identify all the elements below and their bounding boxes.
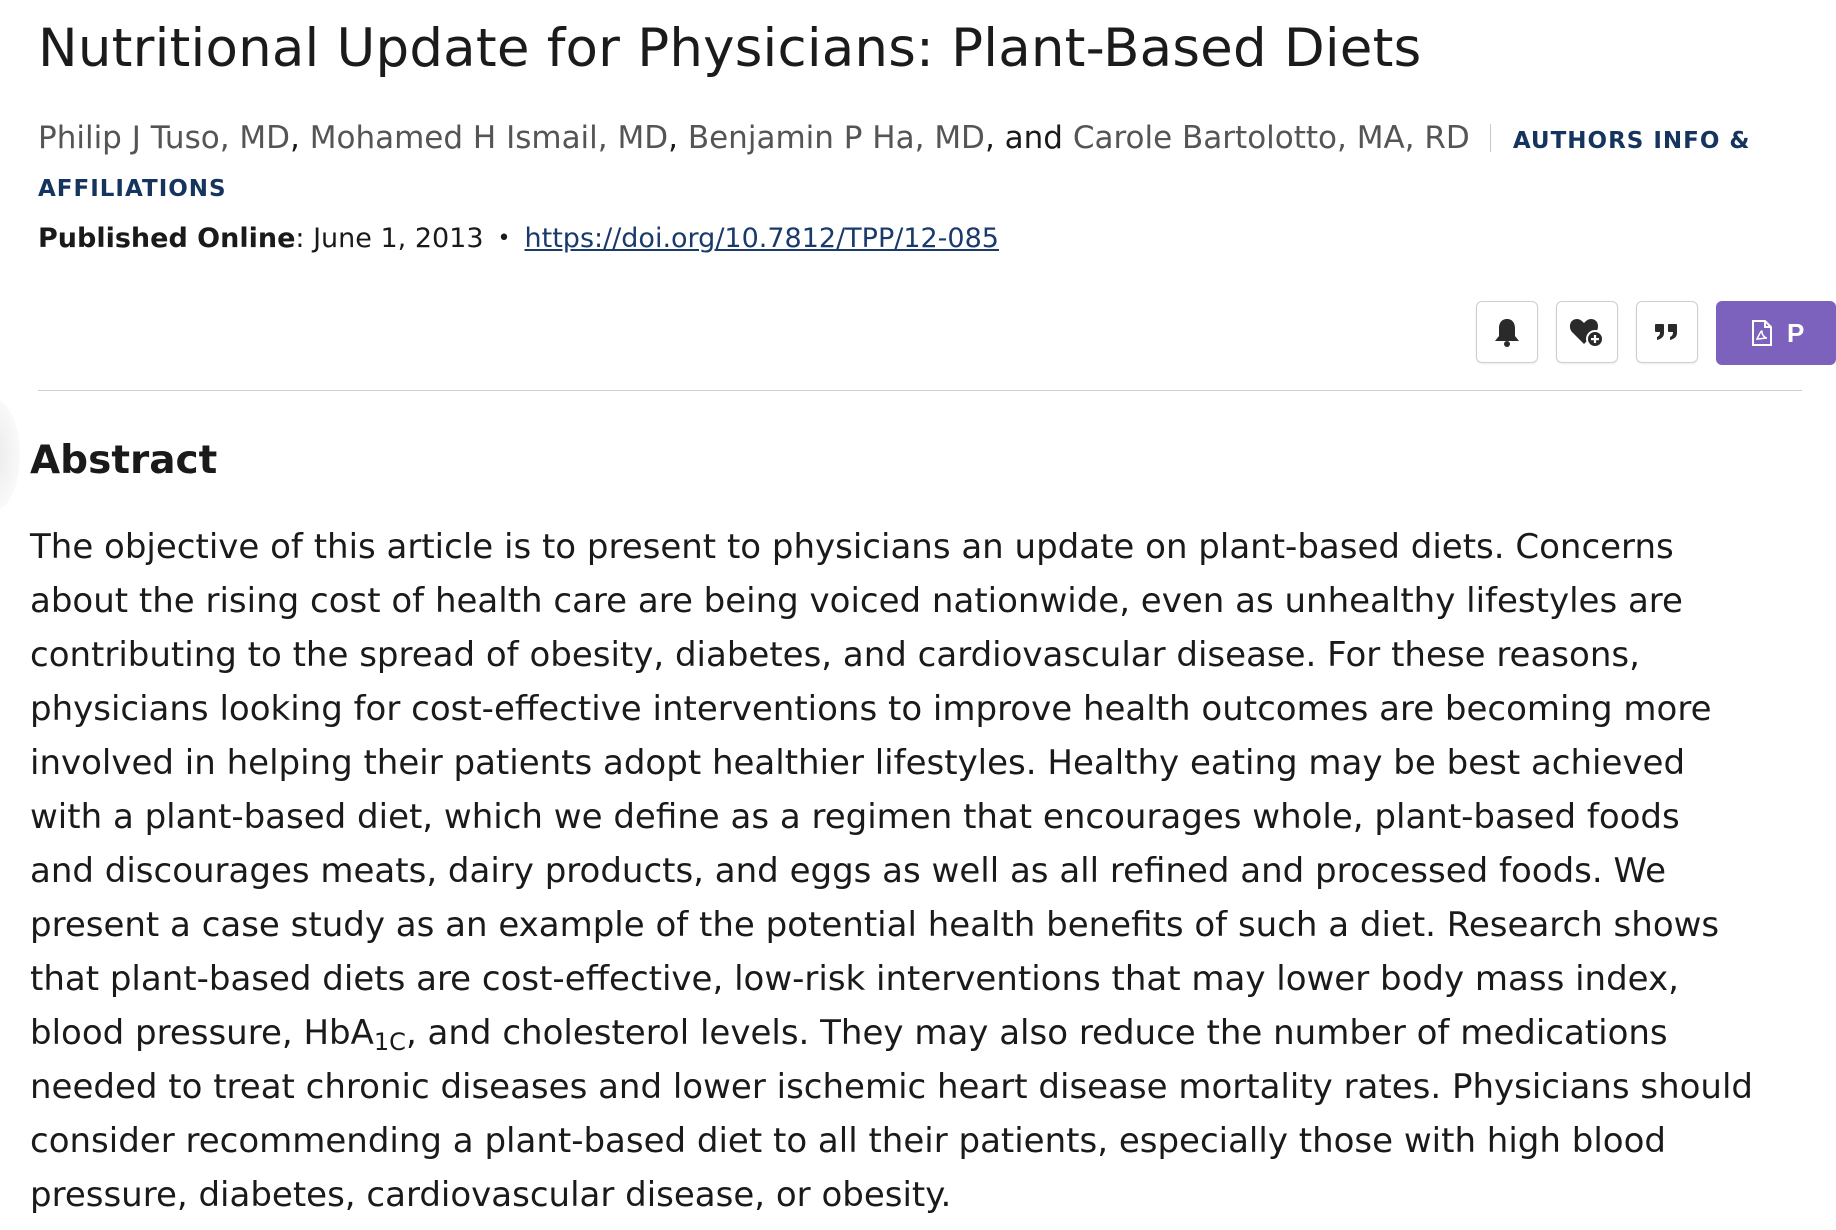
author-list [38, 116, 1768, 212]
affiliations-label-line1: AUTHORS INFO & [1512, 128, 1751, 154]
published-colon: : [295, 223, 314, 254]
abstract-line-part: , and cholesterol levels. They may also reduce the number of medications [405, 1013, 1668, 1053]
abstract-line: present a case study as an example of the potential health benefits of such a diet. Research shows [30, 905, 1720, 945]
abstract-heading: Abstract [30, 438, 218, 483]
heart-add-icon [1568, 314, 1606, 350]
bell-icon [1492, 316, 1522, 348]
abstract-line: pressure, diabetes, cardiovascular disease, or obesity. [30, 1175, 952, 1215]
cite-button[interactable] [1636, 301, 1698, 363]
alert-button[interactable] [1476, 301, 1538, 363]
pdf-icon [1751, 320, 1773, 346]
section-divider [38, 390, 1802, 391]
abstract-line: The objective of this article is to present to physicians an update on plant-based diets. Concerns [30, 527, 1674, 567]
hba1c-subscript: 1C [373, 1028, 406, 1056]
edge-shadow [0, 400, 20, 510]
doi-link[interactable]: https://doi.org/10.7812/TPP/12-085 [524, 223, 999, 254]
affiliations-label-line2: AFFILIATIONS [38, 176, 227, 202]
author-link[interactable]: Philip J Tuso, MD [38, 120, 291, 156]
author-link[interactable]: Mohamed H Ismail, MD [309, 120, 669, 156]
abstract-line: contributing to the spread of obesity, diabetes, and cardiovascular disease. For these reasons, [30, 635, 1640, 675]
article-title: Nutritional Update for Physicians: Plant-Based Diets [38, 18, 1422, 79]
abstract-line: physicians looking for cost-effective interventions to improve health outcomes are becoming more [30, 689, 1712, 729]
published-date: June 1, 2013 [313, 223, 484, 254]
abstract-line: involved in helping their patients adopt healthier lifestyles. Healthy eating may be best achieved [30, 743, 1686, 783]
divider-pipe [1490, 124, 1491, 152]
abstract-line-part: blood pressure, HbA [30, 1013, 374, 1053]
author-separator: , [290, 120, 310, 156]
abstract-line: and discourages meats, dairy products, and eggs as well as all refined and processed foods. We [30, 851, 1667, 891]
publication-info [38, 223, 999, 254]
favorite-button[interactable] [1556, 301, 1618, 363]
abstract-line: about the rising cost of health care are being voiced nationwide, even as unhealthy lifestyles are [30, 581, 1683, 621]
abstract-line: with a plant-based diet, which we define as a regimen that encourages whole, plant-based foods [30, 797, 1680, 837]
quote-icon [1653, 321, 1681, 343]
author-link[interactable]: Carole Bartolotto, MA, RD [1072, 120, 1470, 156]
pdf-button-label: P [1787, 317, 1805, 348]
author-conjunction: , and [984, 120, 1073, 156]
abstract-line [30, 1006, 1830, 1060]
author-separator: , [668, 120, 688, 156]
abstract-line: consider recommending a plant-based diet to all their patients, especially those with high blood [30, 1121, 1666, 1161]
abstract-line: needed to treat chronic diseases and lower ischemic heart disease mortality rates. Physicians should [30, 1067, 1753, 1107]
pdf-button[interactable] [1716, 301, 1836, 365]
abstract-line: that plant-based diets are cost-effective, low-risk interventions that may lower body mass index, [30, 959, 1679, 999]
abstract-body [30, 520, 1830, 1222]
bullet-separator: • [497, 226, 511, 251]
published-label: Published Online [38, 223, 296, 254]
author-link[interactable]: Benjamin P Ha, MD [687, 120, 985, 156]
